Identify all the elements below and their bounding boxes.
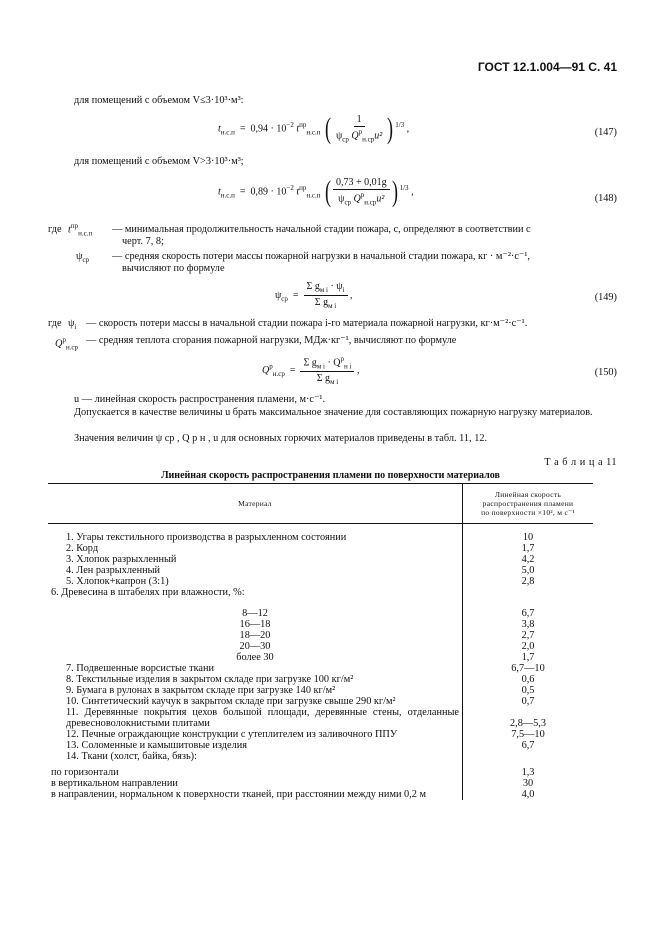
eq150-num2-sub: н i <box>344 362 352 371</box>
cell-speed: 0,6 <box>521 674 535 685</box>
cell-material: 20—30 <box>48 641 463 652</box>
eq147-exp: −2 <box>286 120 294 129</box>
cell-speed: 2,7 <box>521 630 535 641</box>
where-label-1: где <box>48 224 62 235</box>
condition-large-volume: для помещений с объемом V>3·10³·м³; <box>74 156 244 167</box>
table-row <box>48 707 593 729</box>
eq148-coef: 0,89 · 10 <box>250 186 287 198</box>
def-q-symbol <box>55 334 78 353</box>
table-row <box>48 663 593 674</box>
cell-material: 10. Синтетический каучук в закрытом складе при загрузке свыше 290 кг/м² <box>48 696 463 707</box>
eq147-den-q-sub: н.ср <box>362 135 375 144</box>
cell-speed: 6,7—10 <box>511 663 545 674</box>
table-row <box>48 740 593 751</box>
cell-material: 18—20 <box>48 630 463 641</box>
cell-material: в направлении, нормальном к поверхности тканей, при расстоянии между ними 0,2 м <box>48 789 463 800</box>
cell-speed: 6,7 <box>521 740 535 751</box>
eq150-num2: · Q <box>324 357 341 369</box>
materials-table <box>48 483 593 800</box>
eq148-den-q: Q <box>353 193 361 205</box>
equation-150: $Q^р_{н.ср}$ = $\frac{\Sigma g_{м i} \cdot Q^р_{н i}}{\Sigma g_{м i}}$ , <box>262 355 360 387</box>
cell-speed: 3,8 <box>521 619 535 630</box>
eq150-num2-sup: р <box>340 355 344 363</box>
def-psi-i-symbol <box>68 318 76 333</box>
def-t-sup: пр <box>70 222 79 230</box>
header-speed-l1: Линейная скорость <box>494 490 562 499</box>
cell-speed: 2,8—5,3 <box>509 718 547 729</box>
eq148-power: 1/3 <box>399 183 409 192</box>
cell-speed: 4,2 <box>521 554 535 565</box>
def-t-text: — минимальная продолжительность начальной стадии пожара, с, определяют в соответствии с <box>112 224 531 235</box>
cell-material: 16—18 <box>48 619 463 630</box>
cell-material: 12. Печные ограждающие конструкции с утеплителем из заливочного ППУ <box>48 729 463 740</box>
eq147-den-psi-sub: ср <box>342 135 349 144</box>
table-row <box>48 587 593 598</box>
def-psi-i-text: — скорость потери массы в начальной стадии пожара i-го материала пожарной нагрузки, кг·м⁻²·с⁻¹. <box>86 318 528 329</box>
cell-speed: 2,0 <box>521 641 535 652</box>
table-header-row <box>48 484 593 524</box>
def-q-sub: н.ср <box>65 343 79 352</box>
def-q-text: — средняя теплота сгорания пожарной нагрузки, МДж·кг⁻¹, вычисляют по формуле <box>86 335 457 346</box>
cell-material: 9. Бумага в рулонах в закрытом складе при загрузке 140 кг/м² <box>48 685 463 696</box>
eq150-lhs-sup: р <box>269 362 273 371</box>
cell-material: 8. Текстильные изделия в закрытом складе при загрузке 100 кг/м² <box>48 674 463 685</box>
cell-speed: 5,0 <box>521 565 535 576</box>
eq148-den-q-sup: р <box>360 191 365 200</box>
def-psi-sub: ср <box>82 256 90 265</box>
para-values: Значения величин ψ ср , Q р н , u для основных горючих материалов приведены в табл. 11, 12. <box>74 433 488 444</box>
eq147-number: (147) <box>594 127 617 138</box>
header-speed-l3: по поверхности ×10², м с⁻¹ <box>481 508 575 517</box>
table-row <box>48 789 593 800</box>
cell-speed: 1,7 <box>521 652 535 663</box>
table-label: Т а б л и ц а 11 <box>544 457 617 468</box>
eq150-lhs: Q <box>262 364 270 376</box>
def-t-symbol <box>68 220 92 239</box>
cell-material: по горизонтали <box>48 762 463 778</box>
table-row <box>48 652 593 663</box>
eq150-den: Σ g <box>316 373 331 385</box>
cell-material: 8—12 <box>48 598 463 619</box>
def-q-sup: р <box>62 336 66 344</box>
page-header: ГОСТ 12.1.004—91 С. 41 <box>477 60 617 74</box>
eq149-num2-sub: i <box>342 286 345 294</box>
table-row <box>48 524 593 544</box>
eq147-lhs: t <box>218 123 221 135</box>
eq147-lhs-sub: н.с.п <box>220 128 235 137</box>
eq148-den-u: u² <box>376 193 385 205</box>
cell-speed: 10 <box>522 532 534 543</box>
table-row <box>48 762 593 778</box>
eq148-lhs-sub: н.с.п <box>220 191 235 200</box>
table-row <box>48 641 593 652</box>
cell-material: более 30 <box>48 652 463 663</box>
cell-speed <box>463 751 594 762</box>
equation-148: $t_{н.с.п} = 0,89 \cdot 10^{-2}$ $t^{пр}_{н.с.п}$ ( $\frac{0,73 + 0,01g}{\psi_{ср} Q^р_{н.ср}u^2}$ ) $^{1/3}$ , <box>218 175 414 208</box>
cell-speed: 0,7 <box>521 696 535 707</box>
eq147-t: t <box>296 123 300 135</box>
eq148-t: t <box>296 186 300 198</box>
header-speed-l2: распространения пламени <box>482 499 574 508</box>
cell-speed: 4,0 <box>521 789 535 800</box>
table-row <box>48 543 593 554</box>
eq147-den-u: u² <box>374 130 383 142</box>
cell-material: в вертикальном направлении <box>48 778 463 789</box>
table-row <box>48 630 593 641</box>
eq147-power: 1/3 <box>395 120 405 129</box>
eq147-coef: 0,94 · 10 <box>250 123 287 135</box>
equation-147: $t_{н.с.п} = 0,94 \cdot 10^{-2}$ $t^{пр}_{н.с.п}$ ( $\frac{1}{\psi_{ср} Q^р_{н.ср}u^2}$ ) $^{1/3}$ , <box>218 112 410 145</box>
table-row <box>48 751 593 762</box>
eq148-numerator: 0,73 + 0,01g <box>333 177 390 190</box>
eq150-num: Σ g <box>303 357 317 369</box>
eq147-den-q-sup: р <box>358 128 363 137</box>
eq147-den-q: Q <box>351 130 359 142</box>
def-t-sub: н.с.п <box>78 229 93 238</box>
cell-material: 2. Корд <box>48 543 463 554</box>
cell-material: 14. Ткани (холст, байка, бязь): <box>48 751 463 762</box>
eq149-den: Σ g <box>314 297 329 308</box>
condition-small-volume: для помещений с объемом V≤3·10³·м³: <box>74 95 244 106</box>
eq147-t-sup: пр <box>299 120 307 129</box>
eq150-num-sub: м i <box>316 362 325 371</box>
cell-material: 1. Угары текстильного производства в разрыхленном состоянии <box>48 524 463 544</box>
header-material: Материал <box>48 484 463 524</box>
def-q-sym: Q <box>55 338 63 350</box>
table-row <box>48 576 593 587</box>
eq148-den-psi-sub: ср <box>344 198 352 207</box>
cell-material: 4. Лен разрыхленный <box>48 565 463 576</box>
table-title: Линейная скорость распространения пламени по поверхности материалов <box>161 470 500 481</box>
table-row <box>48 565 593 576</box>
eq147-t-sub: н.с.п <box>306 128 321 137</box>
def-psi-text: — средняя скорость потери массы пожарной нагрузки в начальной стадии пожара, кг · м⁻²·с⁻¹, <box>112 251 530 262</box>
cell-speed: 6,7 <box>521 608 535 619</box>
def-t-sym: t <box>68 224 71 236</box>
def-psi-symbol <box>76 251 89 266</box>
cell-material: 7. Подвешенные ворсистые ткани <box>48 663 463 674</box>
eq149-num: Σ g <box>306 281 320 292</box>
where-label-2: где <box>48 318 62 329</box>
eq148-t-sup: пр <box>299 183 307 192</box>
cell-material: 6. Древесина в штабелях при влажности, %: <box>48 587 463 598</box>
eq150-number: (150) <box>594 367 617 378</box>
table-row <box>48 729 593 740</box>
cell-speed: 1,7 <box>521 543 535 554</box>
cell-material: 5. Хлопок+капрон (3:1) <box>48 576 463 587</box>
cell-material: 11. Деревянные покрытия цехов большой площади, деревянные стены, отделанные древесноволокнистыми плитами <box>48 707 463 729</box>
eq149-lhs: ψ <box>275 289 282 301</box>
cell-material: 13. Соломенные и камышитовые изделия <box>48 740 463 751</box>
eq148-exp: −2 <box>286 183 294 192</box>
eq150-lhs-sub: н.ср <box>272 369 285 378</box>
table-row <box>48 674 593 685</box>
table-row <box>48 778 593 789</box>
eq149-num2: · ψ <box>327 281 343 292</box>
table-row <box>48 619 593 630</box>
para-allowance: Допускается в качестве величины u брать максимальное значение для составляющих пожарную нагрузку материалов. <box>74 407 593 418</box>
cell-speed: 2,8 <box>521 576 535 587</box>
cell-material: 3. Хлопок разрыхленный <box>48 554 463 565</box>
eq148-lhs: t <box>218 186 221 198</box>
cell-speed: 0,5 <box>521 685 535 696</box>
eq150-den-sub: м i <box>330 378 339 387</box>
eq149-number: (149) <box>594 292 617 303</box>
equation-149: $\psi_{ср}$ = $\frac{\Sigma g_{м i} \cdot \psi_i}{\Sigma g_{м i}}$ , <box>275 281 353 310</box>
table-row <box>48 554 593 565</box>
eq147-den-psi: ψ <box>335 130 343 142</box>
cell-speed: 7,5—10 <box>511 729 545 740</box>
def-t-text-2: черт. 7, 8; <box>122 236 164 247</box>
table-row <box>48 696 593 707</box>
table-row <box>48 598 593 619</box>
cell-speed: 1,3 <box>521 767 535 778</box>
eq148-den-psi: ψ <box>338 193 345 205</box>
eq148-den-q-sub: н.ср <box>364 198 377 207</box>
eq149-den-sub: м i <box>328 302 337 310</box>
eq147-numerator: 1 <box>354 114 365 127</box>
cell-speed <box>463 587 594 598</box>
def-psi-i-sym: ψ <box>68 318 75 329</box>
def-psi-i-sub: i <box>74 323 77 332</box>
eq149-num-sub: м i <box>319 286 328 294</box>
eq148-number: (148) <box>594 193 617 204</box>
para-u-definition: u — линейная скорость распространения пламени, м·с⁻¹. <box>74 394 326 405</box>
eq148-t-sub: н.с.п <box>306 191 321 200</box>
header-speed <box>463 484 594 524</box>
eq149-lhs-sub: ср <box>281 294 288 303</box>
def-psi-text-2: вычисляют по формуле <box>122 263 225 274</box>
def-psi-sym: ψ <box>76 251 83 262</box>
cell-speed: 30 <box>522 778 534 789</box>
table-row <box>48 685 593 696</box>
